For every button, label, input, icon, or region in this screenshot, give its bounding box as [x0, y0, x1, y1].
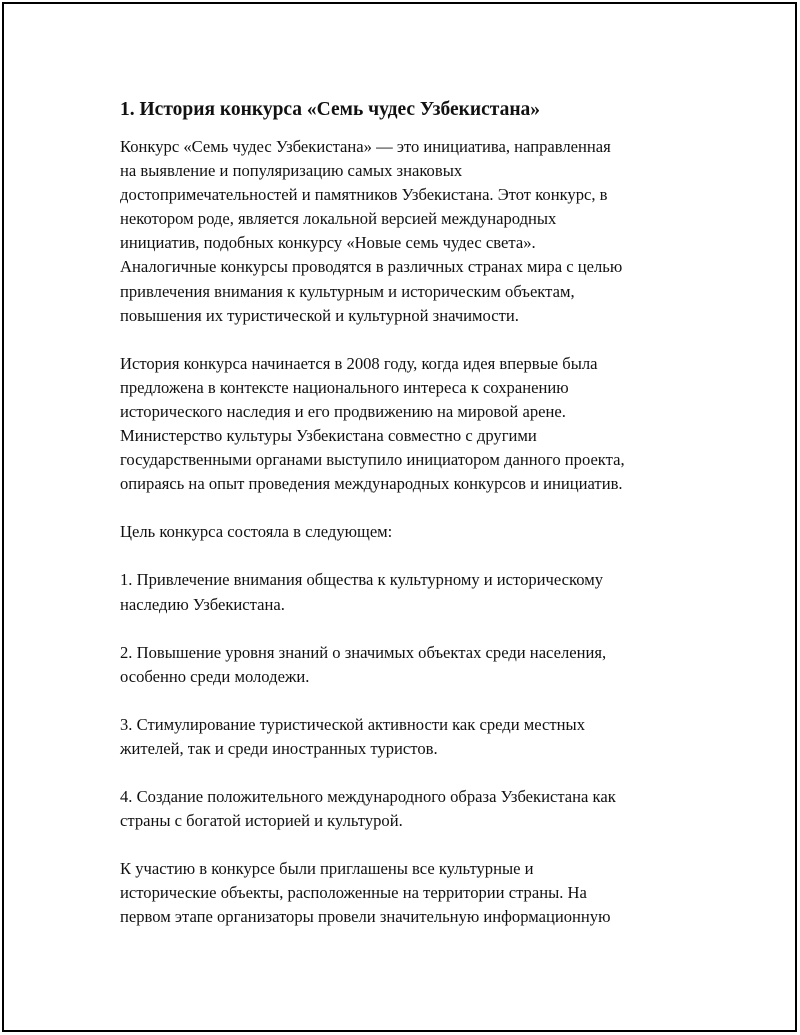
paragraph	[120, 857, 700, 929]
paragraph	[120, 641, 700, 689]
paragraph-list	[120, 135, 700, 929]
text-line: 1. Привлечение внимания общества к культурному и историческому	[120, 570, 604, 590]
paragraph	[120, 520, 700, 544]
text-line: жителей, так и среди иностранных туристов.	[120, 738, 438, 758]
paragraph	[120, 568, 700, 616]
text-line: опираясь на опыт проведения международных конкурсов и инициатив.	[120, 474, 623, 494]
text-line: предложена в контексте национального интереса к сохранению	[120, 377, 569, 397]
text-line: Аналогичные конкурсы проводятся в различных странах мира с целью	[120, 257, 623, 277]
text-line: Конкурс «Семь чудес Узбекистана» — это инициатива, направленная	[120, 137, 611, 156]
text-line: История конкурса начинается в 2008 году, когда идея впервые была	[120, 353, 598, 373]
text-line: Министерство культуры Узбекистана совместно с другими	[120, 426, 537, 446]
text-line: государственными органами выступило инициатором данного проекта,	[120, 450, 625, 470]
paragraph	[120, 713, 700, 761]
text-line: Цель конкурса состояла в следующем:	[120, 522, 393, 542]
text-line: наследию Узбекистана.	[120, 594, 285, 614]
document-body	[120, 96, 700, 953]
text-line: некотором роде, является локальной версией международных	[120, 209, 557, 229]
text-line: инициатив, подобных конкурсу «Новые семь чудес света».	[120, 233, 536, 253]
text-line: достопримечательностей и памятников Узбекистана. Этот конкурс, в	[120, 185, 608, 205]
text-line: привлечения внимания к культурным и историческим объектам,	[120, 281, 575, 301]
page	[2, 2, 797, 1032]
text-line: 3. Стимулирование туристической активности как среди местных	[120, 714, 585, 734]
text-line: повышения их туристической и культурной значимости.	[120, 305, 519, 325]
text-line: исторического наследия и его продвижению на мировой арене.	[120, 401, 566, 421]
paragraph	[120, 135, 700, 328]
text-line: 2. Повышение уровня знаний о значимых объектах среди населения,	[120, 642, 607, 662]
text-line: исторические объекты, расположенные на территории страны. На	[120, 883, 587, 903]
text-line: 4. Создание положительного международного образа Узбекистана как	[120, 786, 616, 806]
text-line: первом этапе организаторы провели значительную информационную	[120, 907, 611, 927]
paragraph	[120, 352, 700, 497]
text-line: особенно среди молодежи.	[120, 666, 310, 686]
paragraph	[120, 785, 700, 833]
text-line: страны с богатой историей и культурой.	[120, 811, 403, 831]
section-heading: 1. История конкурса «Семь чудес Узбекистана»	[120, 99, 541, 120]
text-line: К участию в конкурсе были приглашены все культурные и	[120, 859, 534, 879]
text-line: на выявление и популяризацию самых знаковых	[120, 161, 463, 181]
